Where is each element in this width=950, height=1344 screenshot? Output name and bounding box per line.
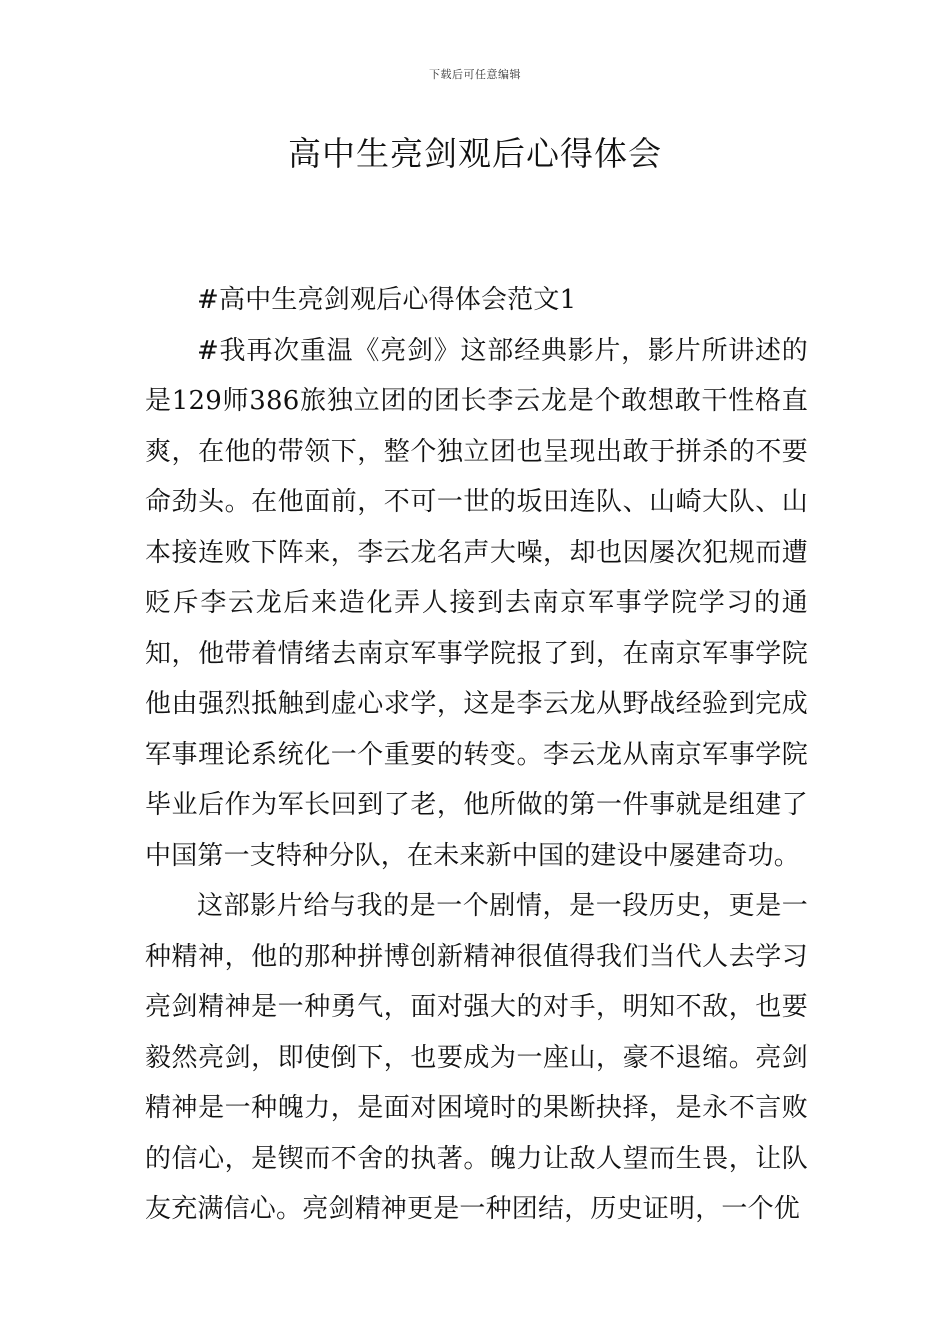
paragraph-heading: #高中生亮剑观后心得体会范文1 bbox=[197, 285, 577, 315]
document-title: 高中生亮剑观后心得体会 bbox=[288, 134, 662, 173]
paragraph: #我再次重温《亮剑》这部经典影片，影片所讲述的是129师386旅独立团的团长李云龙是个敢想敢干性格直爽，在他的带领下，整个独立团也呈现出敢于拼杀的不要命劲头。在他面前，不可一世的坂田连队、山崎大队、山本接连败下阵来，李云龙名声大噪，却也因屡次犯规而遭贬斥李云龙后来造化弄人接到去南京军事学院学习的通知，他带着情绪去南京军事学院报了到，在南京军事学院他由强烈抵触到虚心求学，这是李云龙从野战经验到完成军事理论系统化一个重要的转变。李云龙从南京军事学院毕业后作为军长回到了老，他所做的第一件事就是组建了中国第一支特种分队，在未来新中国的建设中屡建奇功。 bbox=[145, 335, 808, 871]
paragraph: 这部影片给与我的是一个剧情，是一段历史，更是一种精神，他的那种拼博创新精神很值得我们当代人去学习亮剑精神是一种勇气，面对强大的对手，明知不敌，也要毅然亮剑，即使倒下，也要成为一座山，豪不退缩。亮剑精神是一种魄力，是面对困境时的果断抉择，是永不言败的信心，是锲而不舍的执著。魄力让敌人望而生畏，让队友充满信心。亮剑精神更是一种团结，历史证明，一个优 bbox=[145, 891, 808, 1224]
document-body bbox=[145, 275, 808, 1235]
header-note: 下载后可任意编辑 bbox=[429, 68, 521, 81]
